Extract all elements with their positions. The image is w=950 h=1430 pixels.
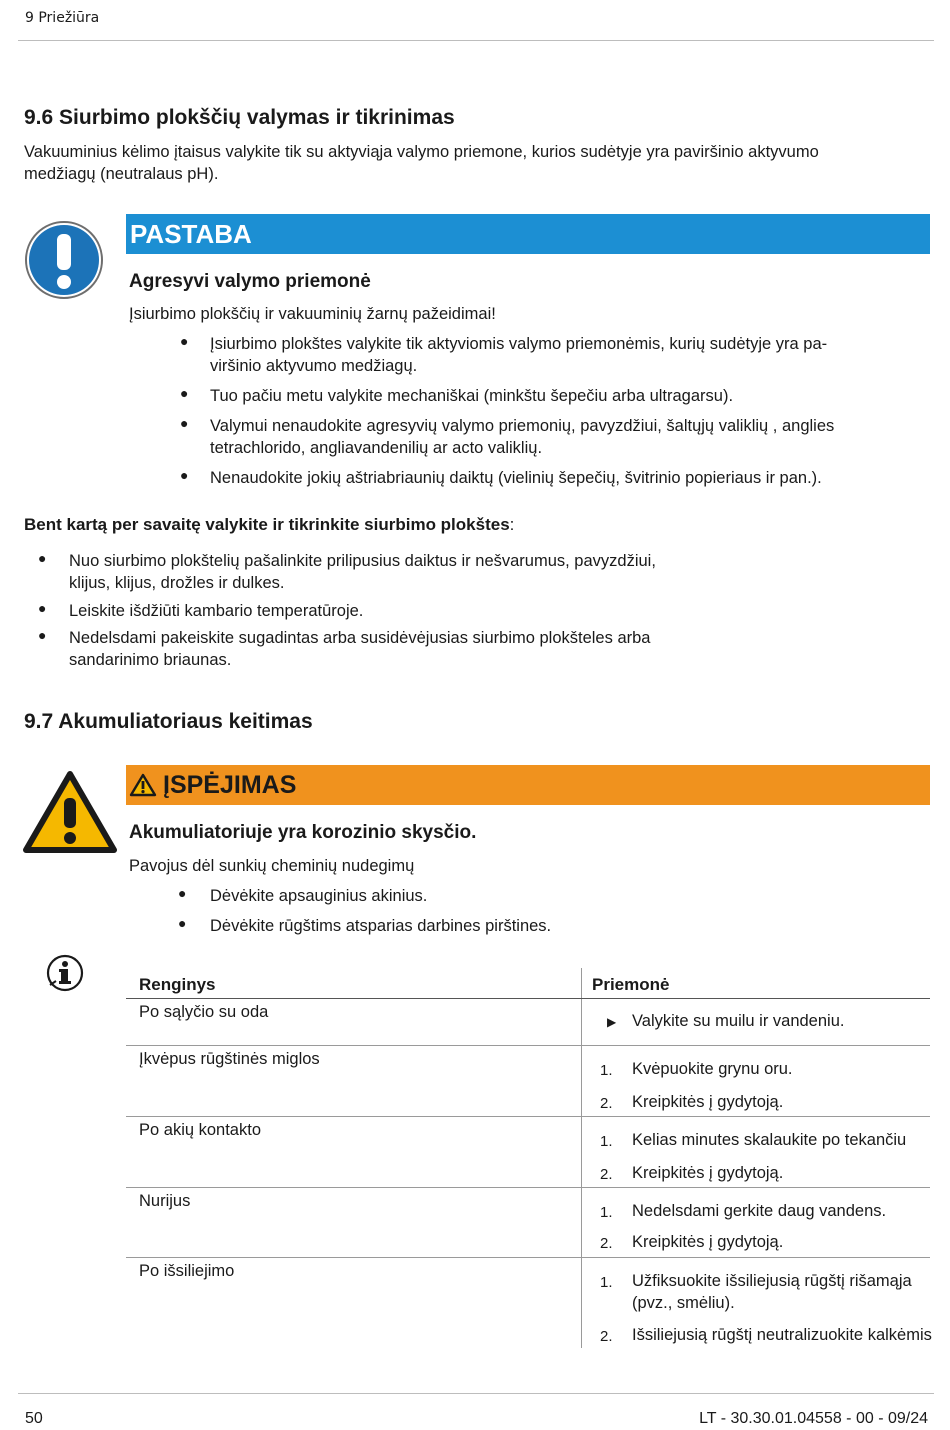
warning-triangle-icon	[22, 770, 118, 854]
list-item-text: klijus, klijus, drožles ir dulkes.	[69, 574, 285, 592]
weekly-list	[38, 550, 918, 677]
list-item	[38, 600, 918, 627]
table-row	[126, 1117, 930, 1187]
list-item	[180, 415, 920, 467]
info-icon	[46, 954, 84, 992]
bullet: ●	[38, 627, 47, 643]
step-text: (pvz., smėliu).	[632, 1294, 735, 1312]
table-row	[126, 999, 930, 1045]
warning-small-icon	[129, 773, 157, 797]
notice-consequence: Įsiurbimo plokščių ir vakuuminių žarnų pažeidimai!	[129, 305, 496, 323]
list-item-text: Dėvėkite apsauginius akinius.	[210, 887, 428, 905]
step-text: Kreipkitės į gydytoją.	[632, 1164, 784, 1182]
step-number: 2.	[600, 1095, 613, 1112]
notice-banner	[126, 214, 930, 254]
bullet: ●	[38, 550, 47, 566]
step-number: 1.	[600, 1133, 613, 1150]
step-number: 1.	[600, 1062, 613, 1079]
list-item	[38, 627, 918, 677]
bullet: ●	[180, 467, 189, 483]
table-row	[126, 1046, 930, 1116]
arrow-right-icon: ▶	[607, 1015, 617, 1029]
column-header-remedy: Priemonė	[592, 975, 670, 994]
bullet: ●	[178, 915, 187, 931]
step-text: Užfiksuokite išsiliejusią rūgštį rišamąja	[632, 1272, 912, 1290]
notice-heading: Agresyvi valymo priemonė	[129, 271, 371, 292]
exclamation-circle-icon	[24, 220, 104, 300]
step-text: Kreipkitės į gydytoją.	[632, 1233, 784, 1251]
step-text: Nedelsdami gerkite daug vandens.	[632, 1202, 887, 1220]
list-item-text: Leiskite išdžiūti kambario temperatūroje.	[69, 602, 364, 620]
section-intro	[24, 141, 819, 185]
table-row	[126, 1188, 930, 1258]
table-row	[126, 1258, 930, 1348]
event-cell: Po išsiliejimo	[139, 1262, 235, 1280]
warning-banner-text: ĮSPĖJIMAS	[163, 770, 297, 799]
step-number: 2.	[600, 1166, 613, 1183]
step-text: Išsiliejusią rūgštį neutralizuokite kalkėmis	[632, 1326, 932, 1344]
list-item-text: Valymui nenaudokite agresyvių valymo priemonių, pavyzdžiui, šaltųjų valiklių , anglies	[210, 417, 835, 435]
bullet: ●	[38, 600, 47, 616]
column-header-event: Renginys	[139, 975, 216, 994]
event-cell: Po sąlyčio su oda	[139, 1003, 269, 1021]
list-item-text: sandarinimo briaunas.	[69, 651, 232, 669]
list-item-text: Tuo pačiu metu valykite mechaniškai (minkštu šepečiu arba ultragarsu).	[210, 387, 734, 405]
weekly-lead-colon: :	[509, 515, 515, 534]
list-item-text: Nuo siurbimo plokštelių pašalinkite prilipusius daiktus ir nešvarumus, pavyzdžiui,	[69, 552, 656, 570]
bullet: ●	[180, 385, 189, 401]
warning-heading: Akumuliatoriuje yra korozinio skysčio.	[129, 822, 477, 843]
bullet: ●	[178, 885, 187, 901]
bullet: ●	[180, 415, 189, 431]
bullet: ●	[180, 333, 189, 349]
page-number: 50	[25, 1410, 43, 1427]
list-item-text: Nedelsdami pakeiskite sugadintas arba susidėvėjusias siurbimo plokšteles arba	[69, 629, 651, 647]
hazard-table	[126, 968, 950, 1348]
weekly-lead	[24, 515, 514, 535]
header-rule	[18, 40, 934, 41]
list-item-text: Įsiurbimo plokštes valykite tik aktyviomis valymo priemonėmis, kurių sudėtyje yra pa-	[210, 335, 828, 353]
running-head: 9 Priežiūra	[25, 10, 100, 26]
event-cell: Nurijus	[139, 1192, 191, 1210]
warning-banner	[126, 765, 930, 805]
step-text: Kvėpuokite grynu oru.	[632, 1060, 793, 1078]
list-item	[180, 467, 920, 497]
step-number: 1.	[600, 1204, 613, 1221]
section-title-9-6: 9.6 Siurbimo plokščių valymas ir tikrinimas	[24, 106, 455, 129]
warning-consequence: Pavojus dėl sunkių cheminių nudegimų	[129, 857, 415, 875]
list-item-text: Nenaudokite jokių aštriabriaunių daiktų (vielinių šepečių, švitrinio popieriaus ir pan.).	[210, 469, 822, 487]
event-cell: Po akių kontakto	[139, 1121, 261, 1139]
step-number: 2.	[600, 1235, 613, 1252]
list-item	[38, 550, 918, 600]
step-text: Kelias minutes skalaukite po tekančiu	[632, 1131, 907, 1149]
list-item-text: Dėvėkite rūgštims atsparias darbines pirštines.	[210, 917, 552, 935]
document-id: LT - 30.30.01.04558 - 00 - 09/24	[699, 1410, 928, 1427]
step-number: 2.	[600, 1328, 613, 1345]
list-item	[180, 333, 920, 385]
intro-line: medžiagų (neutralaus pH).	[24, 165, 219, 183]
notice-banner-text: PASTABA	[130, 218, 252, 249]
weekly-lead-text: Bent kartą per savaitę valykite ir tikrinkite siurbimo plokštes	[24, 515, 510, 534]
intro-line: Vakuuminius kėlimo įtaisus valykite tik su aktyviąja valymo priemone, kurios sudėtyje yra paviršinio aktyvumo	[24, 143, 819, 161]
section-title-9-7: 9.7 Akumuliatoriaus keitimas	[24, 710, 313, 733]
list-item-text: viršinio aktyvumo medžiagų.	[210, 357, 418, 375]
list-item	[180, 385, 920, 415]
footer-rule	[18, 1393, 934, 1394]
event-cell: Įkvėpus rūgštinės miglos	[139, 1050, 320, 1068]
notice-list	[180, 333, 920, 497]
step-text: Valykite su muilu ir vandeniu.	[632, 1012, 845, 1030]
list-item-text: tetrachlorido, angliavandenilių ar acto valiklių.	[210, 439, 543, 457]
step-text: Kreipkitės į gydytoją.	[632, 1093, 784, 1111]
step-number: 1.	[600, 1274, 613, 1291]
